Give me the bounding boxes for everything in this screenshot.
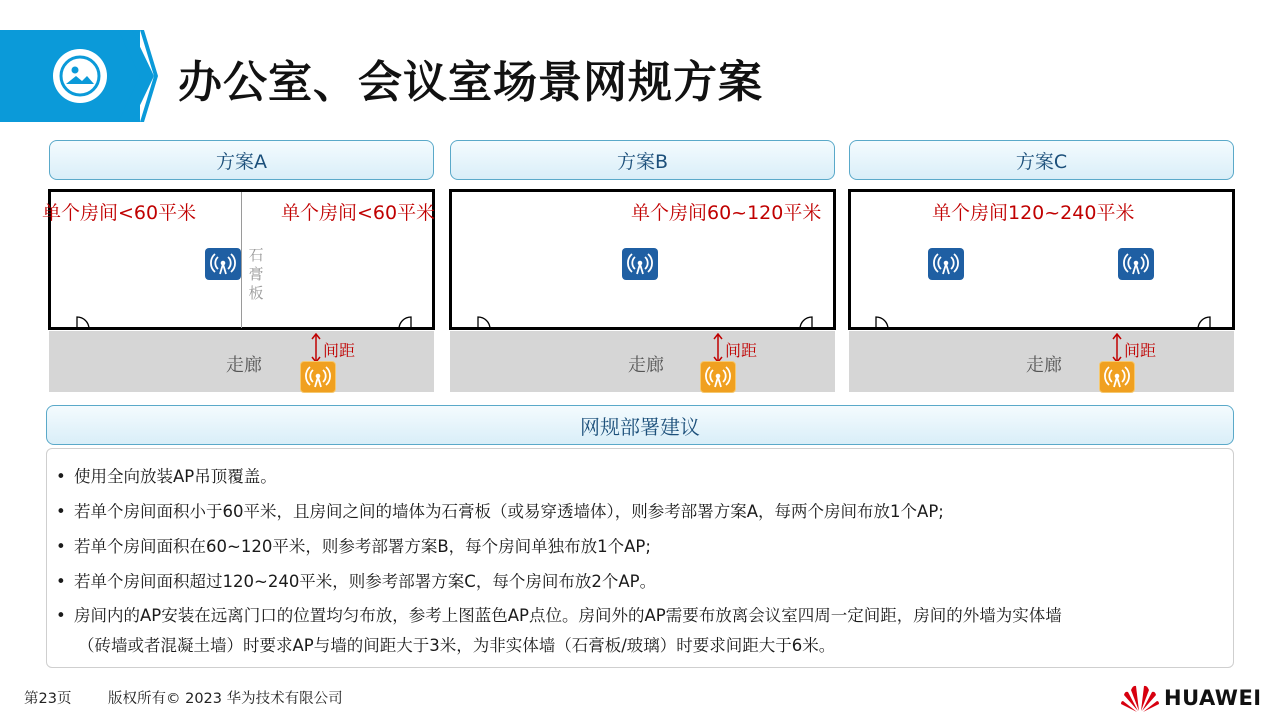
deployment-header: 网规部署建议 <box>46 405 1234 445</box>
distance-label: 间距 <box>725 341 758 360</box>
gypsum-partition <box>241 192 242 328</box>
ap-blue-icon <box>928 248 964 280</box>
ap-orange-icon <box>1099 361 1135 393</box>
brand-wordmark: HUAWEI <box>1164 686 1262 710</box>
huawei-logo-icon <box>1120 682 1160 712</box>
bullet-item: • 若单个房间面积小于60平米，且房间之间的墙体为石膏板（或易穿透墙体），则参考部署方案A，每两个房间布放1个AP; <box>56 502 944 521</box>
distance-arrow-icon <box>1111 333 1123 363</box>
distance-label: 间距 <box>323 341 356 360</box>
copyright: 版权所有© 2023 华为技术有限公司 <box>108 691 343 707</box>
gypsum-label: 石膏板 <box>248 246 264 302</box>
corridor-label: 走廊 <box>628 355 664 376</box>
ap-blue-icon <box>622 248 658 280</box>
ap-blue-icon <box>1118 248 1154 280</box>
corridor-label: 走廊 <box>1026 355 1062 376</box>
bullet-item: • 使用全向放装AP吊顶覆盖。 <box>56 467 277 486</box>
door-icon <box>1196 316 1212 330</box>
bullet-item: • 若单个房间面积超过120~240平米，则参考部署方案C，每个房间布放2个AP。 <box>56 572 657 591</box>
corridor-label: 走廊 <box>226 355 262 376</box>
scheme-a-header: 方案A <box>49 140 434 180</box>
bullet-item: • 房间内的AP安装在远离门口的位置均匀布放，参考上图蓝色AP点位。房间外的AP需要布放离会议室四周一定间距，房间的外墙为实体墙 <box>56 606 1062 625</box>
distance-arrow-icon <box>310 333 322 363</box>
room-size-label: 单个房间<60平米 <box>42 202 197 224</box>
scheme-b-header: 方案B <box>450 140 835 180</box>
distance-label: 间距 <box>1124 341 1157 360</box>
door-icon <box>76 316 92 330</box>
bullet-item-continuation: （砖墙或者混凝土墙）时要求AP与墙的间距大于3米，为非实体墙（石膏板/玻璃）时要求间距大于6米。 <box>78 636 836 655</box>
ap-blue-icon <box>205 248 241 280</box>
image-icon <box>50 46 110 106</box>
page-number: 第23页 <box>24 691 72 707</box>
distance-arrow-icon <box>712 333 724 363</box>
room-size-label: 单个房间60~120平米 <box>631 202 822 224</box>
door-icon <box>875 316 891 330</box>
header-chevron <box>118 30 158 122</box>
bullet-item: • 若单个房间面积在60~120平米，则参考部署方案B，每个房间单独布放1个AP; <box>56 537 651 556</box>
door-icon <box>397 316 413 330</box>
ap-orange-icon <box>300 361 336 393</box>
room-size-label: 单个房间120~240平米 <box>932 202 1135 224</box>
door-icon <box>798 316 814 330</box>
scheme-c-header: 方案C <box>849 140 1234 180</box>
door-icon <box>477 316 493 330</box>
room-size-label: 单个房间<60平米 <box>281 202 436 224</box>
page-title: 办公室、会议室场景网规方案 <box>178 57 763 108</box>
ap-orange-icon <box>700 361 736 393</box>
